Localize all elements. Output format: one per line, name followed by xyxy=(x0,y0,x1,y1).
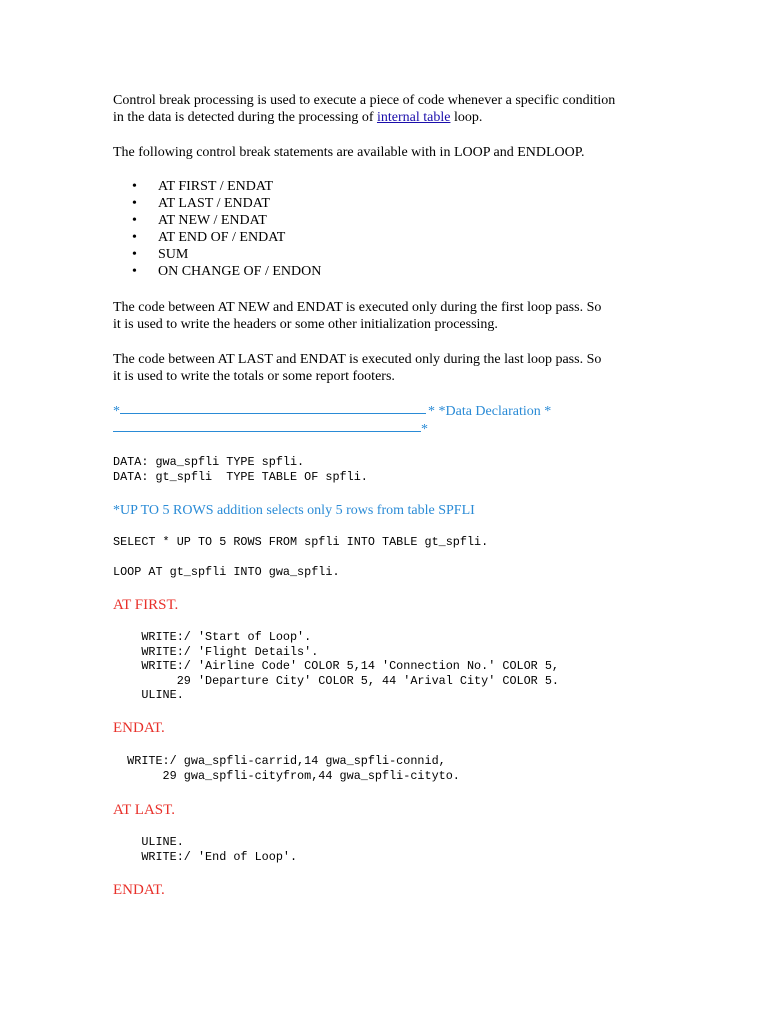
intro-line-2-start: in the data is detected during the processing of xyxy=(113,110,377,125)
at-new-line-1: The code between AT NEW and ENDAT is executed only during the first loop pass. So xyxy=(113,300,602,315)
at-first-keyword: AT FIRST. xyxy=(113,597,179,613)
code-at-last-block: ULINE. WRITE:/ 'End of Loop'. xyxy=(141,835,298,864)
list-item: • AT END OF / ENDAT xyxy=(113,229,321,246)
comment-star-close: * xyxy=(421,422,428,437)
list-item: • AT LAST / ENDAT xyxy=(113,195,321,212)
comment-rule-1 xyxy=(120,413,426,414)
list-item: • AT FIRST / ENDAT xyxy=(113,178,321,195)
list-item: • SUM xyxy=(113,246,321,263)
up-to-rows-comment: *UP TO 5 ROWS addition selects only 5 rows from table SPFLI xyxy=(113,503,475,518)
list-item: • AT NEW / ENDAT xyxy=(113,212,321,229)
intro-line-1: Control break processing is used to execute a piece of code whenever a specific condition xyxy=(113,93,616,108)
endat-keyword: ENDAT. xyxy=(113,720,165,736)
at-new-paragraph xyxy=(113,299,673,333)
comment-rule-2 xyxy=(113,431,421,432)
intro-paragraph xyxy=(113,92,673,126)
code-at-first-block: WRITE:/ 'Start of Loop'. WRITE:/ 'Flight Details'. WRITE:/ 'Airline Code' COLOR 5,14 'Connection No.' COLOR 5, 29 'Departure City' COLOR 5, 44 'Arival City' COLOR 5. ULINE. xyxy=(141,630,559,702)
at-new-line-2: it is used to write the headers or some other initialization processing. xyxy=(113,317,498,332)
at-last-line-2: it is used to write the totals or some report footers. xyxy=(113,369,395,384)
list-item: • ON CHANGE OF / ENDON xyxy=(113,263,321,280)
data-declaration-comment: * *Data Declaration * xyxy=(428,404,552,419)
endat-keyword: ENDAT. xyxy=(113,882,165,898)
at-last-keyword: AT LAST. xyxy=(113,802,175,818)
code-loop: LOOP AT gt_spfli INTO gwa_spfli. xyxy=(113,565,340,579)
at-last-paragraph xyxy=(113,351,673,385)
code-select: SELECT * UP TO 5 ROWS FROM spfli INTO TABLE gt_spfli. xyxy=(113,535,489,549)
code-data-declaration: DATA: gwa_spfli TYPE spfli. DATA: gt_spfli TYPE TABLE OF spfli. xyxy=(113,455,368,484)
at-last-line-1: The code between AT LAST and ENDAT is executed only during the last loop pass. So xyxy=(113,352,602,367)
comment-star-open: * xyxy=(113,404,120,419)
intro-line-2-end: loop. xyxy=(450,110,483,125)
control-break-list xyxy=(113,178,321,280)
code-write-block: WRITE:/ gwa_spfli-carrid,14 gwa_spfli-connid, 29 gwa_spfli-cityfrom,44 gwa_spfli-cityto. xyxy=(127,754,460,783)
internal-table-link[interactable]: internal table xyxy=(376,110,451,125)
statements-intro: The following control break statements are available with in LOOP and ENDLOOP. xyxy=(113,145,585,160)
